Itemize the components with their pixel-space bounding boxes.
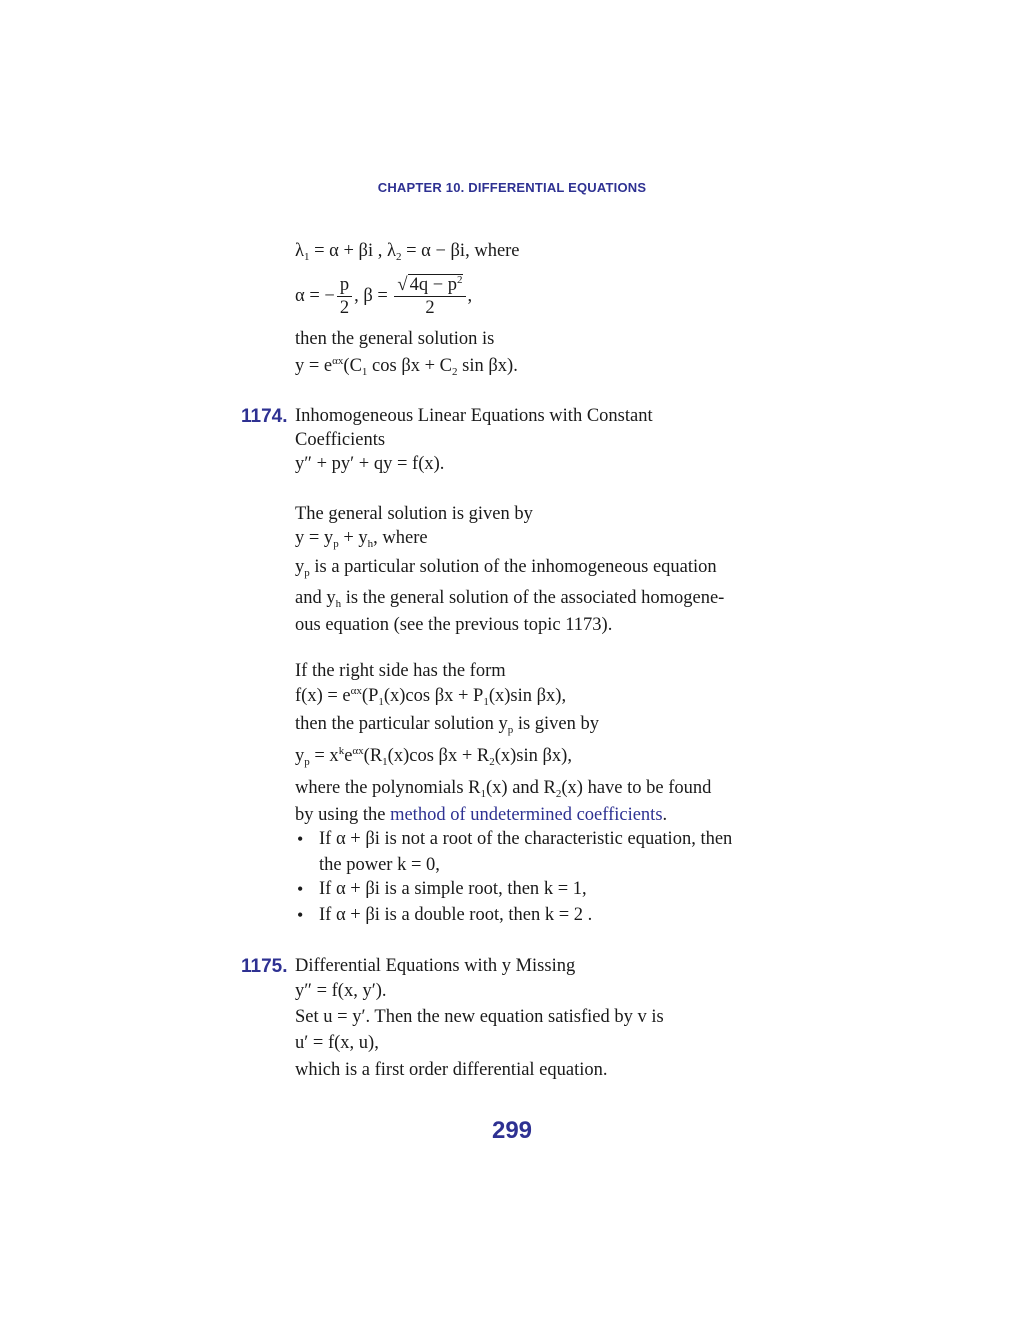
y-sum-line: $y = y_p + y_h$, where	[295, 528, 428, 550]
new-equation: u′ = f(x, u),	[295, 1033, 379, 1053]
bullet-not-root-cont: the power k = 0,	[319, 855, 440, 875]
y-missing-equation: y″ = f(x, y′).	[295, 981, 387, 1001]
section-number-1174: 1174.	[241, 406, 288, 427]
particular-solution-formula: $y_p = x^ke^{\alpha x}(R_1(x)\cos$ $\beta x + R_2(x)\sin$ βx),	[295, 745, 572, 768]
general-solution-intro: The general solution is given by	[295, 504, 533, 524]
bullet-double-root: If α + βi is a double root, then k = 2 .	[319, 905, 593, 925]
chapter-header: CHAPTER 10. DIFFERENTIAL EQUATIONS	[377, 180, 647, 195]
substitution-line: Set u = y′. Then the new equation satisfied by v is	[295, 1007, 664, 1027]
inhomogeneous-equation: y″ + py′ + qy = f(x).	[295, 454, 445, 474]
homogeneous-reference: ous equation (see the previous topic 1173).	[295, 615, 613, 635]
bullet-simple-root: If α + βi is a simple root, then k = 1,	[319, 879, 587, 899]
eigenvalues-line: $\lambda_1 = \alpha + \beta i$ , $\lambda_2 = \alpha - \beta i$, where	[295, 241, 520, 263]
undetermined-coefficients-link[interactable]: method of undetermined coefficients	[390, 805, 663, 825]
section-title-1174-line1: Inhomogeneous Linear Equations with Constant	[295, 406, 653, 426]
then-general-solution: then the general solution is	[295, 329, 495, 349]
right-side-intro: If the right side has the form	[295, 661, 506, 681]
bullet-icon: •	[297, 905, 304, 925]
method-line: by using the method of undetermined coefficients.	[295, 805, 668, 825]
bullet-icon: •	[297, 829, 304, 849]
section-title-1175: Differential Equations with y Missing	[295, 956, 576, 976]
particular-solution-intro: then the particular solution $y_p$ is given by	[295, 714, 600, 736]
polynomials-line: where the polynomials $R_1(x)$ and $R_2(x)$ have to be found	[295, 778, 712, 800]
first-order-remark: which is a first order differential equation.	[295, 1060, 608, 1080]
bullet-not-root: If α + βi is not a root of the characteristic equation, then	[319, 829, 733, 849]
yh-description: and $y_h$ is the general solution of the associated homogene-	[295, 588, 725, 610]
section-title-1174-line2: Coefficients	[295, 430, 386, 450]
page-number: 299	[491, 1117, 533, 1144]
bullet-icon: •	[297, 879, 304, 899]
alpha-beta-line: α = − $\frac{p}{2}$ , β = $\frac{√ 4q - p^2}{2}$ ,	[295, 274, 473, 318]
section-number-1175: 1175.	[241, 956, 288, 977]
rhs-form-formula: $f(x) = e^{\alpha x}(P_1(x)\cos$ $\beta x + P_1(x)\sin$ βx),	[295, 685, 567, 708]
yp-description: $y_p$ is a particular solution of the inhomogeneous equation	[295, 557, 717, 579]
general-solution-formula: $y = e^{\alpha x}(C_1$ $\cos \beta x + C_2$ sin βx).	[295, 355, 518, 378]
